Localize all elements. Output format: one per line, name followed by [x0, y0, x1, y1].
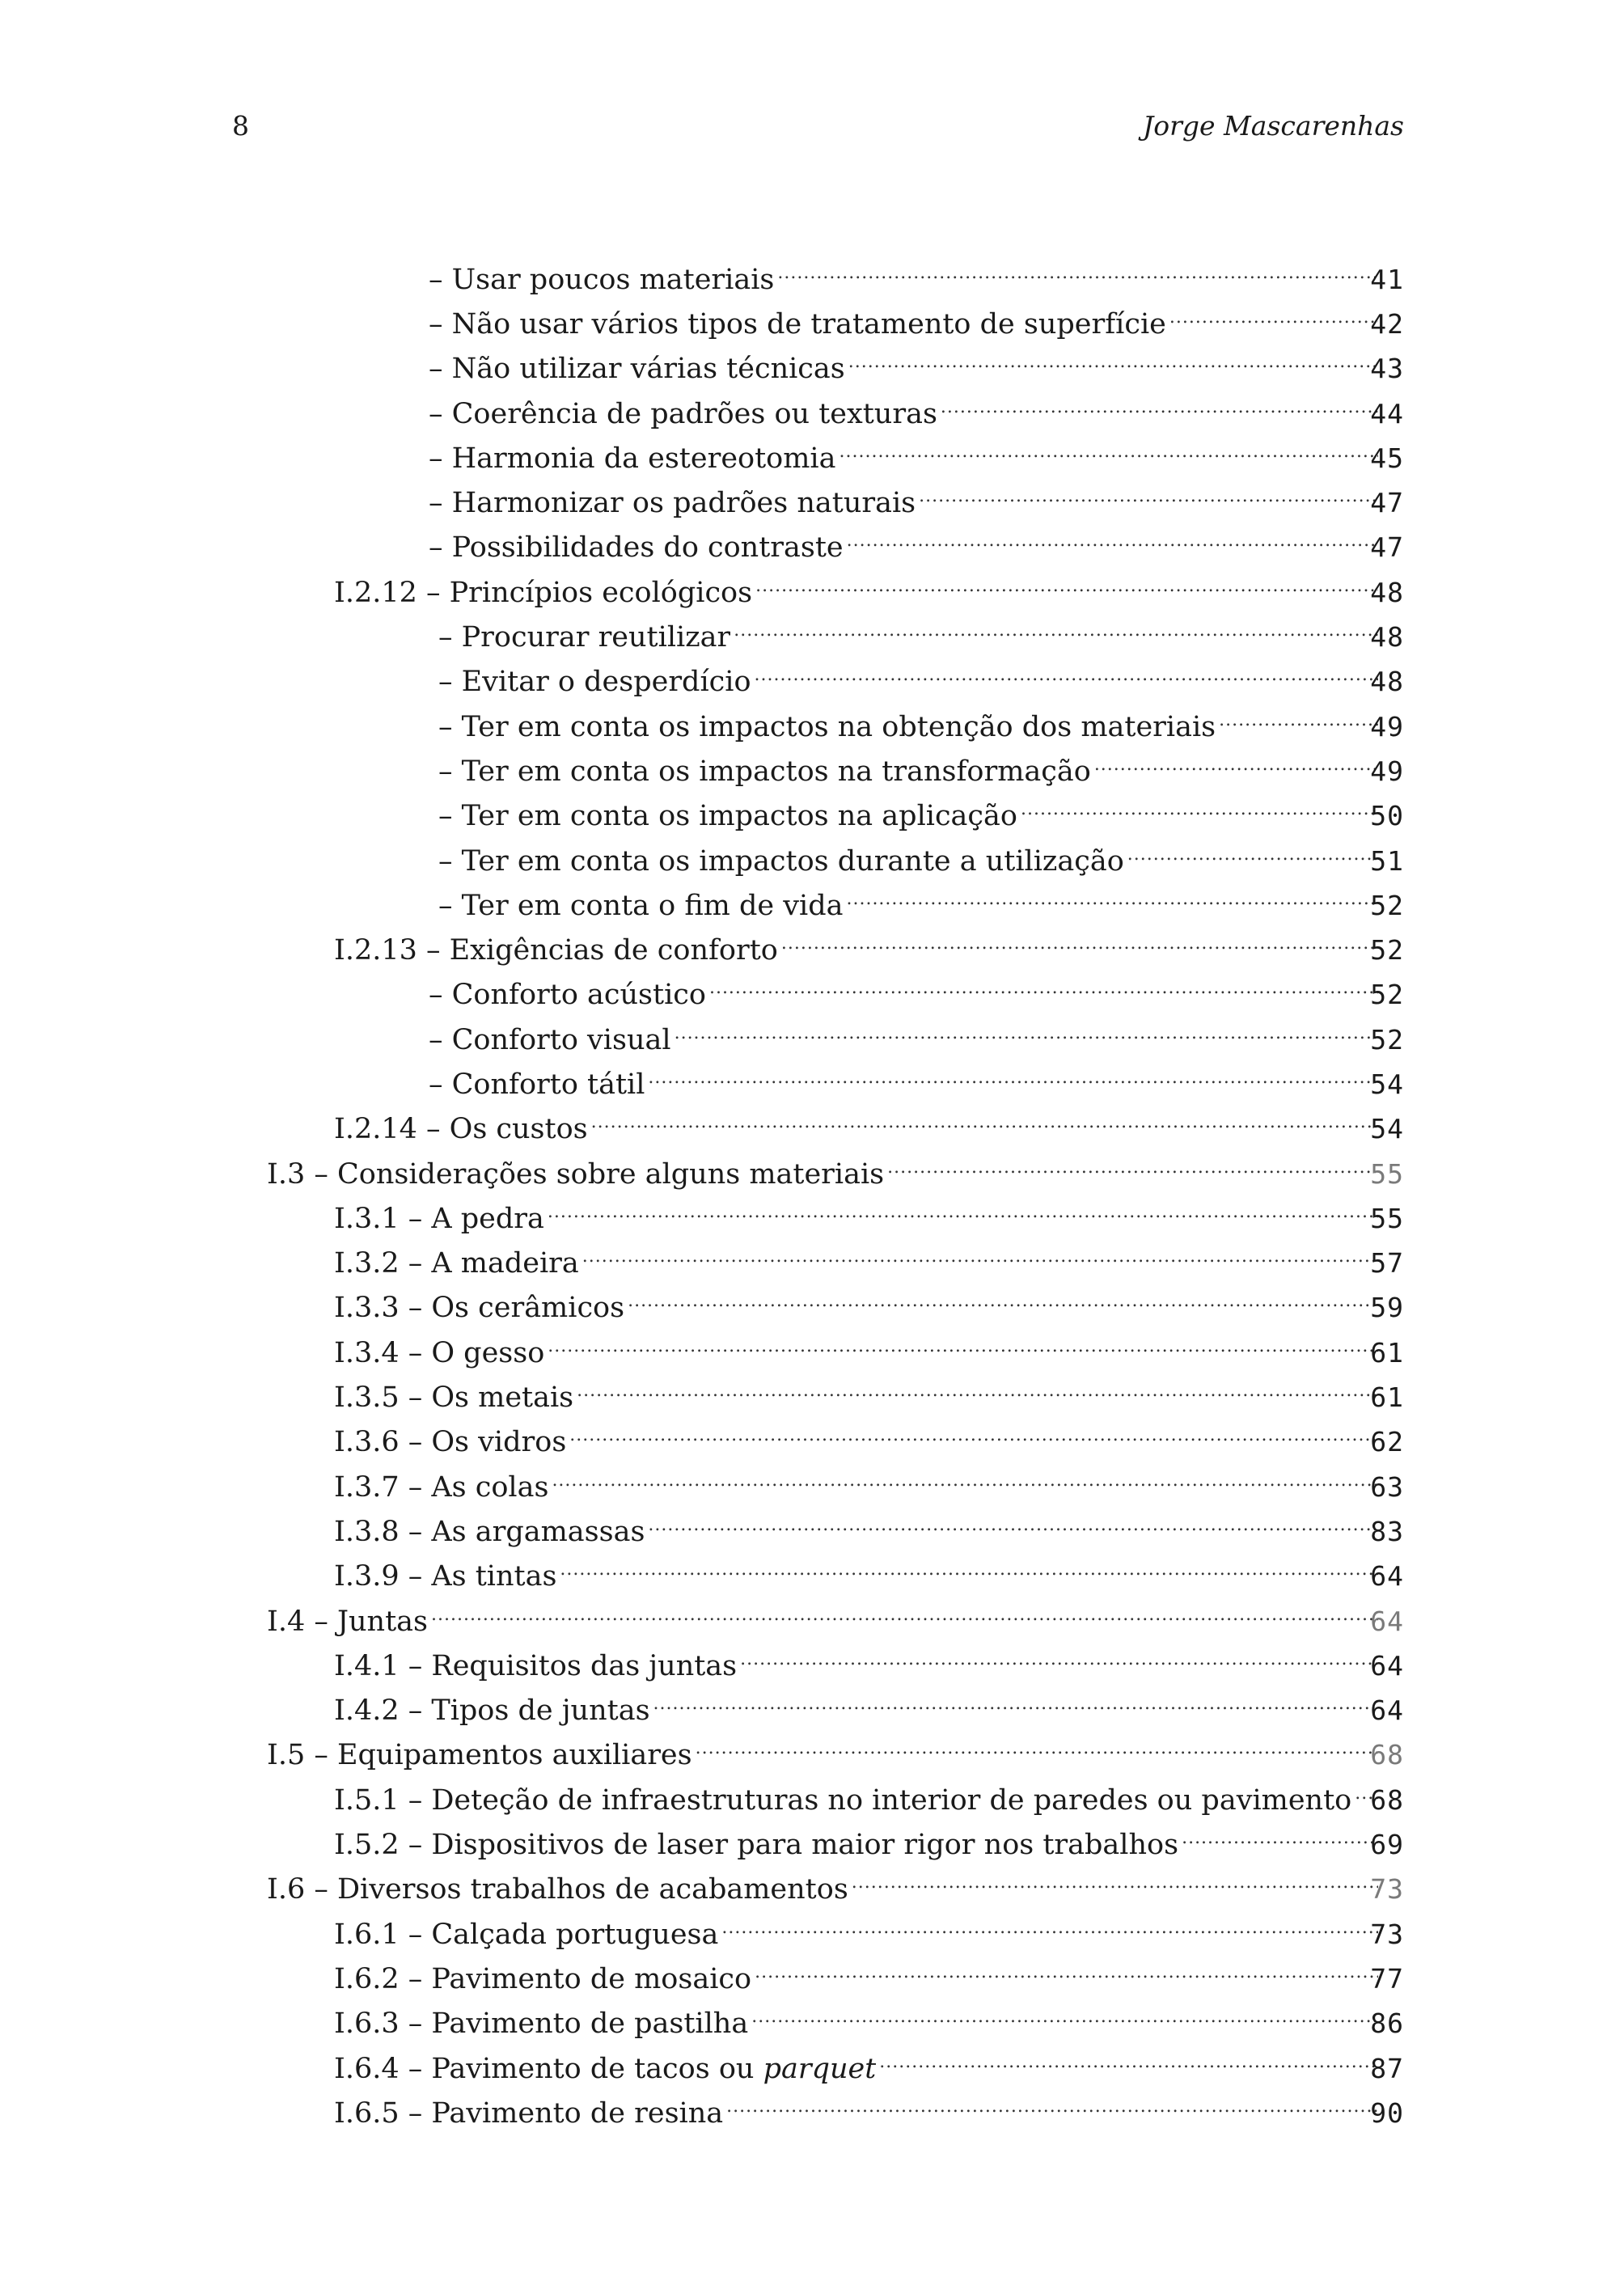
toc-page-number: 69 [1370, 1829, 1404, 1861]
toc-entry-title-text: I.3.3 – Os cerâmicos [334, 1292, 625, 1325]
toc-dot-leader [1219, 709, 1378, 745]
toc-page-number: 51 [1370, 844, 1404, 877]
toc-dot-leader [1182, 1827, 1378, 1863]
toc-entry [0, 1912, 1624, 1957]
toc-entry-title-text: I.5 – Equipamentos auxiliares [267, 1739, 692, 1772]
toc-entry [0, 973, 1624, 1017]
toc-entry-title-text: I.6.3 – Pavimento de pastilha [334, 2007, 749, 2041]
toc-entry [0, 1957, 1624, 2001]
toc-entry-title-text: I.3.4 – O gesso [334, 1336, 545, 1369]
toc-page-number: 52 [1370, 889, 1404, 921]
toc-entry-title-text: I.3 – Considerações sobre alguns materiais [267, 1157, 885, 1191]
toc-entry [0, 1196, 1624, 1241]
toc-entry-title-text: I.6.1 – Calçada portuguesa [334, 1918, 719, 1951]
toc-entry [0, 1733, 1624, 1778]
toc-entry [0, 302, 1624, 346]
toc-page-number: 54 [1370, 1068, 1404, 1100]
toc-entry [0, 347, 1624, 391]
toc-entry [0, 1644, 1624, 1688]
toc-dot-leader [653, 1693, 1378, 1728]
toc-dot-leader [591, 1111, 1378, 1147]
toc-entry-title-text: I.4 – Juntas [267, 1605, 428, 1638]
toc-dot-leader [577, 1380, 1378, 1415]
toc-entry-title [334, 1648, 737, 1684]
page-number: 8 [232, 110, 249, 142]
toc-dot-leader [1127, 844, 1378, 879]
toc-page-number: 45 [1370, 442, 1404, 474]
toc-page-number: 47 [1370, 531, 1404, 564]
toc-entry [0, 928, 1624, 972]
toc-page-number: 68 [1370, 1783, 1404, 1816]
toc-entry-title [429, 262, 774, 298]
toc-entry-title [334, 575, 752, 611]
toc-dot-leader [781, 933, 1378, 968]
toc-page-number: 48 [1370, 666, 1404, 698]
toc-entry [0, 1107, 1624, 1152]
toc-entry-title [334, 1246, 579, 1281]
toc-entry [0, 1599, 1624, 1644]
toc-entry [0, 1868, 1624, 1912]
toc-page-number: 87 [1370, 2052, 1404, 2084]
toc-entry-title [334, 1201, 544, 1237]
toc-page-number: 44 [1370, 397, 1404, 429]
toc-dot-leader [846, 888, 1378, 924]
toc-entry-title [334, 2006, 748, 2041]
toc-entry-title-text: – Conforto tátil [429, 1068, 645, 1101]
toc-entry-title-text: – Usar poucos materiais [429, 263, 775, 296]
toc-page-number: 41 [1370, 263, 1404, 295]
toc-entry [0, 1286, 1624, 1331]
toc-dot-leader [569, 1424, 1378, 1460]
toc-dot-leader [755, 575, 1378, 611]
toc-dot-leader [755, 1961, 1378, 1997]
toc-entry [0, 1778, 1624, 1822]
toc-entry-title [334, 2096, 723, 2131]
toc-entry [0, 1331, 1624, 1375]
toc-page-number: 54 [1370, 1113, 1404, 1145]
toc-entry-title [334, 1111, 588, 1147]
toc-entry-title-text: I.5.2 – Dispositivos de laser para maior rigor nos trabalhos [334, 1829, 1179, 1862]
toc-entry-title [334, 2051, 876, 2087]
toc-dot-leader [648, 1514, 1378, 1550]
toc-entry [0, 2046, 1624, 2091]
toc-entry [0, 1062, 1624, 1106]
toc-entry-title-text: – Ter em conta o fim de vida [438, 889, 844, 922]
toc-page-number: 50 [1370, 800, 1404, 832]
toc-entry-title [438, 620, 730, 655]
toc-entry [0, 1242, 1624, 1286]
toc-dot-leader [548, 1201, 1378, 1237]
toc-entry-title [429, 396, 937, 432]
toc-page-number: 49 [1370, 755, 1404, 787]
toc-entry-title-text: I.3.5 – Os metais [334, 1381, 574, 1415]
toc-entry [0, 570, 1624, 615]
toc-entry-title-text: I.4.1 – Requisitos das juntas [334, 1649, 738, 1682]
toc-page-number: 77 [1370, 1962, 1404, 1995]
toc-entry-title [267, 1157, 884, 1192]
toc-entry-title-text: – Ter em conta os impactos durante a utilização [438, 844, 1124, 878]
toc-dot-leader [751, 2006, 1378, 2041]
toc-entry [0, 615, 1624, 659]
toc-entry [0, 749, 1624, 793]
toc-entry [0, 2002, 1624, 2046]
toc-entry-title-text: I.6.5 – Pavimento de resina [334, 2096, 724, 2130]
toc-entry [0, 660, 1624, 704]
toc-dot-leader [628, 1290, 1378, 1326]
toc-dot-leader [709, 977, 1378, 1013]
toc-entry [0, 1465, 1624, 1509]
toc-page-number: 55 [1370, 1202, 1404, 1234]
toc-entry-title-text: I.3.6 – Os vidros [334, 1426, 567, 1459]
toc-dot-leader [431, 1604, 1378, 1639]
toc-entry-title [429, 307, 1166, 342]
toc-entry-title-text: – Conforto acústico [429, 979, 706, 1012]
toc-entry [0, 480, 1624, 525]
toc-entry-title-text: – Não usar vários tipos de tratamento de superfície [429, 307, 1166, 341]
toc-page-number: 63 [1370, 1470, 1404, 1503]
toc-entry-title-text: I.6 – Diversos trabalhos de acabamentos [267, 1873, 848, 1906]
toc-entry-title-text: I.5.1 – Deteção de infraestruturas no interior de paredes ou pavimento [334, 1783, 1352, 1817]
toc-entry-title [429, 977, 706, 1013]
toc-dot-leader [919, 485, 1378, 521]
toc-entry [0, 839, 1624, 883]
toc-page-number: 61 [1370, 1336, 1404, 1369]
toc-entry-title [438, 754, 1091, 789]
toc-page-number: 73 [1370, 1918, 1404, 1950]
toc-dot-leader [1021, 798, 1378, 834]
toc-dot-leader [887, 1157, 1378, 1192]
toc-entry-title-text: I.6.2 – Pavimento de mosaico [334, 1962, 752, 1995]
toc-dot-leader [847, 530, 1378, 565]
toc-dot-leader [696, 1737, 1378, 1773]
toc-entry-title-text: – Possibilidades do contraste [429, 531, 844, 565]
toc-page-number: 59 [1370, 1292, 1404, 1324]
toc-dot-leader [848, 351, 1378, 387]
toc-entry-title [334, 1783, 1351, 1818]
toc-entry-title [267, 1737, 692, 1773]
toc-entry [0, 1689, 1624, 1733]
toc-page-number: 52 [1370, 979, 1404, 1011]
toc-entry-title [429, 1022, 671, 1058]
table-of-contents [0, 257, 1624, 2135]
toc-entry-title-text: I.6.4 – Pavimento de tacos ou [334, 2052, 763, 2085]
toc-entry [0, 794, 1624, 839]
toc-dot-leader [852, 1872, 1378, 1907]
toc-entry-title [438, 664, 751, 700]
toc-entry [0, 526, 1624, 570]
toc-entry [0, 1555, 1624, 1599]
toc-entry [0, 257, 1624, 302]
toc-entry-title-text: I.3.2 – A madeira [334, 1247, 579, 1280]
toc-entry-title-text: – Ter em conta os impactos na obtenção dos materiais [438, 710, 1216, 743]
toc-entry-title [438, 798, 1017, 834]
toc-dot-leader [648, 1067, 1378, 1102]
toc-entry [0, 1822, 1624, 1867]
toc-entry-title [334, 1335, 544, 1371]
toc-entry-title [334, 1380, 573, 1415]
toc-dot-leader [1094, 754, 1378, 789]
toc-page-number: 64 [1370, 1694, 1404, 1727]
toc-entry [0, 1509, 1624, 1554]
toc-entry-title [429, 351, 845, 387]
toc-entry-title [334, 933, 778, 968]
toc-dot-leader [675, 1022, 1378, 1058]
toc-entry-title [334, 1290, 624, 1326]
toc-page-number: 48 [1370, 576, 1404, 608]
toc-entry-title-text: I.3.1 – A pedra [334, 1202, 544, 1235]
toc-page-number: 57 [1370, 1247, 1404, 1280]
toc-entry-title-text: I.2.13 – Exigências de conforto [334, 934, 778, 967]
toc-entry-title-text: – Ter em conta os impactos na aplicação [438, 800, 1017, 833]
toc-entry [0, 1420, 1624, 1465]
toc-entry-title [267, 1604, 428, 1639]
toc-page-number: 64 [1370, 1649, 1404, 1682]
toc-entry-title-text: I.4.2 – Tipos de juntas [334, 1694, 650, 1728]
toc-page-number: 64 [1370, 1605, 1404, 1637]
toc-dot-leader [552, 1470, 1378, 1505]
toc-entry [0, 1375, 1624, 1419]
toc-entry-title [429, 530, 844, 565]
toc-page-number: 52 [1370, 1023, 1404, 1056]
toc-entry-title-text: – Harmonia da estereotomia [429, 442, 836, 475]
toc-page-number: 68 [1370, 1739, 1404, 1771]
toc-entry-title-text: – Harmonizar os padrões naturais [429, 487, 916, 520]
toc-page-number: 43 [1370, 353, 1404, 385]
toc-dot-leader [879, 2051, 1378, 2087]
toc-dot-leader [1169, 307, 1378, 342]
toc-entry-title [334, 1961, 751, 1997]
toc-entry [0, 883, 1624, 928]
toc-entry-title [334, 1470, 548, 1505]
toc-entry-title-text: – Procurar reutilizar [438, 621, 731, 654]
toc-dot-leader [740, 1648, 1378, 1684]
toc-page-number: 48 [1370, 621, 1404, 654]
toc-entry-title-emphasis: parquet [763, 2052, 877, 2085]
toc-dot-leader [548, 1335, 1378, 1371]
toc-entry [0, 436, 1624, 480]
toc-entry-title-text: – Não utilizar várias técnicas [429, 353, 845, 386]
toc-entry-title-text: I.2.14 – Os custos [334, 1113, 588, 1146]
toc-dot-leader [560, 1559, 1378, 1594]
toc-entry-title [438, 709, 1216, 745]
toc-entry-title [334, 1693, 650, 1728]
toc-dot-leader [777, 262, 1378, 298]
toc-dot-leader [839, 441, 1378, 476]
toc-dot-leader [941, 396, 1378, 432]
toc-entry [0, 2091, 1624, 2135]
toc-entry-title [438, 888, 843, 924]
toc-entry-title [429, 485, 916, 521]
running-head: Jorge Mascarenhas [1143, 110, 1404, 142]
toc-entry-title [334, 1424, 566, 1460]
toc-entry-title [334, 1827, 1178, 1863]
toc-page-number: 73 [1370, 1873, 1404, 1906]
toc-page-number: 55 [1370, 1157, 1404, 1190]
toc-page-number: 90 [1370, 2096, 1404, 2129]
toc-page-number: 47 [1370, 487, 1404, 519]
toc-entry-title [334, 1917, 718, 1952]
toc-page-number: 49 [1370, 710, 1404, 742]
toc-entry-title-text: – Coerência de padrões ou texturas [429, 397, 937, 430]
toc-entry-title-text: I.3.9 – As tintas [334, 1560, 557, 1593]
toc-entry-title [334, 1514, 645, 1550]
toc-entry-title-text: – Ter em conta os impactos na transformação [438, 755, 1091, 788]
toc-entry-title-text: I.3.8 – As argamassas [334, 1515, 645, 1548]
toc-dot-leader [582, 1246, 1378, 1281]
toc-page-number: 64 [1370, 1560, 1404, 1593]
toc-dot-leader [755, 664, 1378, 700]
toc-page-number: 62 [1370, 1426, 1404, 1458]
toc-page-number: 42 [1370, 307, 1404, 340]
toc-entry-title-text: I.2.12 – Princípios ecológicos [334, 576, 753, 609]
toc-entry-title-text: – Evitar o desperdício [438, 666, 751, 699]
toc-page-number: 52 [1370, 934, 1404, 967]
toc-entry-title [429, 1067, 645, 1102]
toc-entry-title-text: – Conforto visual [429, 1023, 671, 1056]
toc-entry [0, 704, 1624, 749]
toc-entry [0, 391, 1624, 436]
toc-entry-title [267, 1872, 848, 1907]
toc-entry-title-text: I.3.7 – As colas [334, 1470, 549, 1504]
toc-page-number: 86 [1370, 2007, 1404, 2040]
toc-entry-title [334, 1559, 556, 1594]
toc-dot-leader [726, 2096, 1378, 2131]
toc-entry-title [429, 441, 835, 476]
toc-page-number: 61 [1370, 1381, 1404, 1414]
toc-entry [0, 1152, 1624, 1196]
toc-dot-leader [734, 620, 1378, 655]
toc-entry [0, 1017, 1624, 1062]
toc-dot-leader [721, 1917, 1378, 1952]
toc-page-number: 83 [1370, 1515, 1404, 1547]
toc-entry-title [438, 844, 1124, 879]
